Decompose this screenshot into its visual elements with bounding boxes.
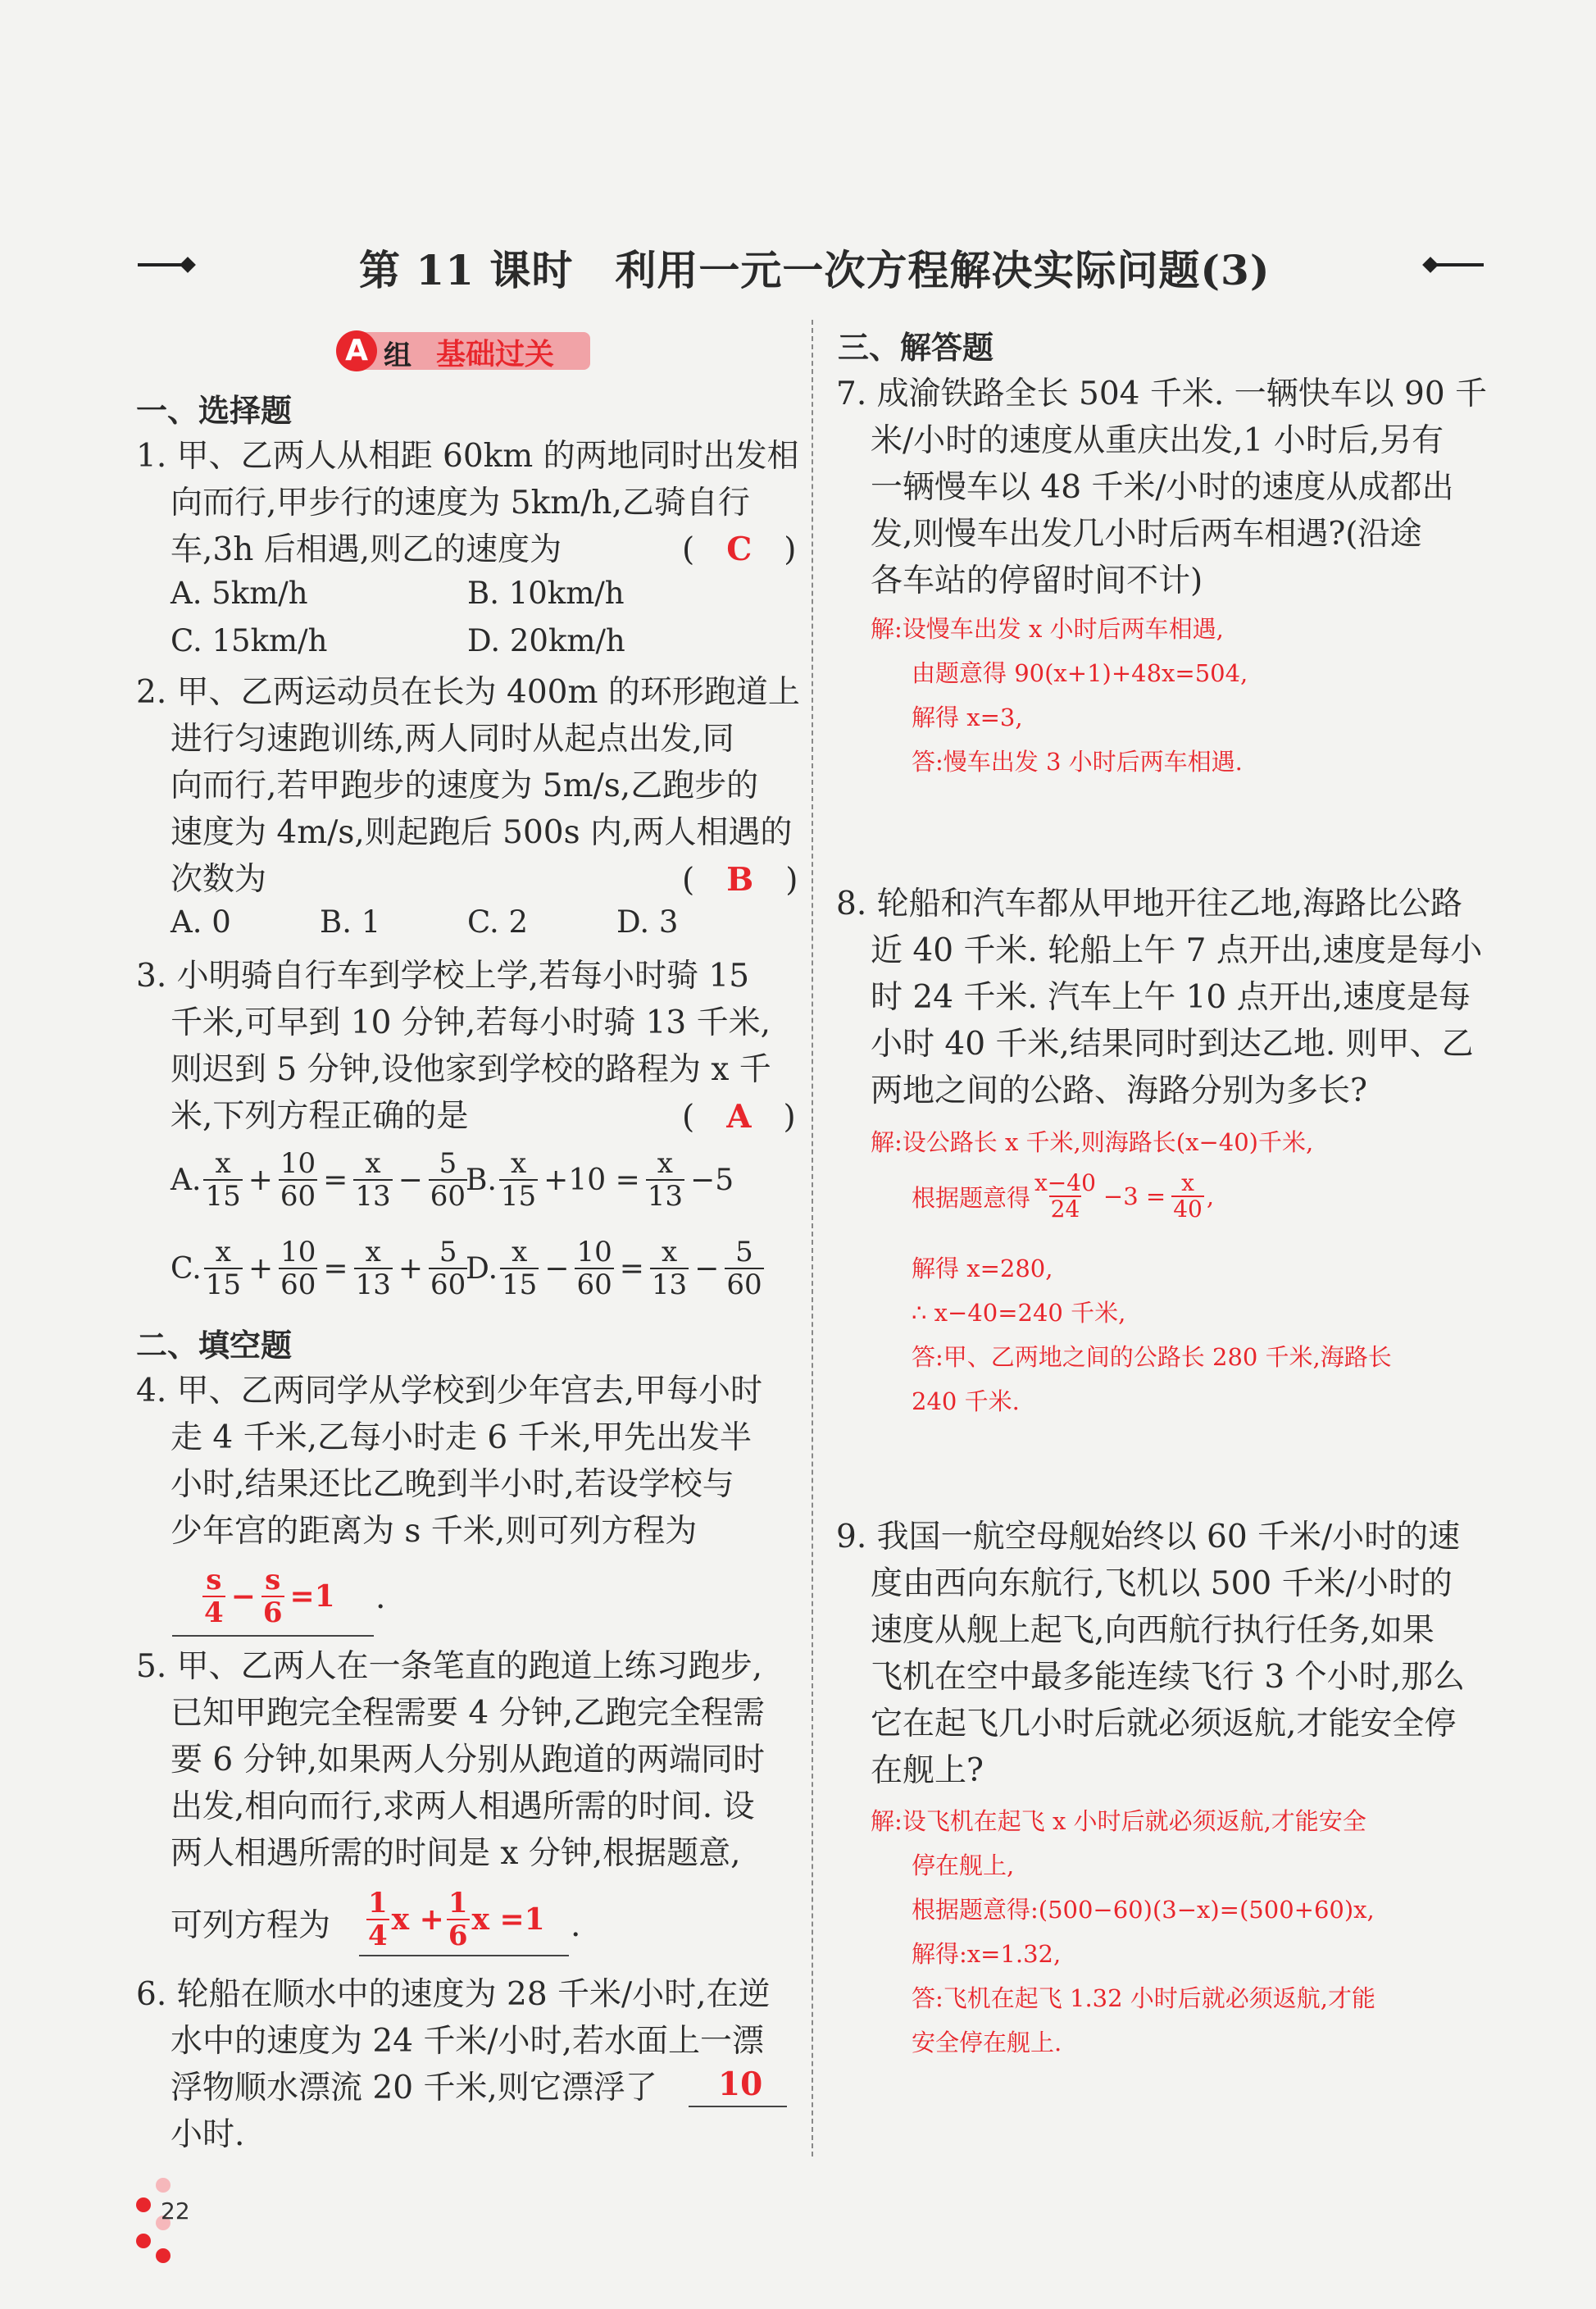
operator: − [230, 1579, 256, 1614]
q5-line: 5. 甲、乙两人在一条笔直的跑道上练习跑步, [136, 1648, 763, 1685]
q9-solution-line: 停在舰上, [912, 1851, 1015, 1879]
q7-line: 各车站的停留时间不计) [871, 562, 1203, 599]
q7-line: 一辆慢车以 48 千米/小时的速度从成都出 [871, 469, 1454, 506]
frac-den: 60 [726, 1268, 762, 1301]
q1-option-a: A. 5km/h [171, 576, 308, 611]
frac-den: 6 [262, 1596, 283, 1629]
q8-line: 小时 40 千米,结果同时到达乙地. 则甲、乙 [871, 1026, 1474, 1063]
q2-option-c: C. 2 [467, 904, 529, 940]
frac-den: 60 [280, 1180, 316, 1213]
frac-den: 60 [430, 1268, 466, 1301]
section-heading-choice: 一、选择题 [136, 393, 293, 429]
q5-answer [364, 1888, 545, 1951]
q1-line: 1. 甲、乙两人从相距 60km 的两地同时出发相 [136, 438, 799, 475]
frac-den: 4 [368, 1920, 388, 1952]
frac-num: 10 [576, 1236, 612, 1268]
question-7 [836, 371, 1487, 604]
q9-line: 速度从舰上起飞,向西航行执行任务,如果 [871, 1612, 1435, 1649]
decor-dot [156, 2248, 171, 2263]
q9-solution [871, 1799, 1375, 2065]
q7-line: 7. 成渝铁路全长 504 千米. 一辆快车以 90 千 [836, 376, 1488, 412]
title-ornament-left-line [138, 263, 182, 266]
operator: + [398, 1251, 424, 1286]
q9-line: 度由西向东航行,飞机以 500 千米/小时的 [871, 1565, 1453, 1602]
frac-num: x [215, 1236, 231, 1268]
q8-line: 两地之间的公路、海路分别为多长? [871, 1073, 1367, 1109]
operator: +10 = [543, 1163, 640, 1197]
q6-line: 6. 轮船在顺水中的速度为 28 千米/小时,在逆 [136, 1976, 771, 2013]
q6-line: 浮物顺水漂流 20 千米,则它漂浮了 [171, 2070, 657, 2106]
q5-period: . [571, 1907, 581, 1944]
frac-den: 13 [647, 1180, 684, 1213]
q2-option-d: D. 3 [616, 904, 679, 940]
q6-line: 水中的速度为 24 千米/小时,若水面上一漂 [171, 2023, 764, 2060]
page-title: 第 11 课时 利用一元一次方程解决实际问题(3) [359, 246, 1271, 294]
operator: = [323, 1251, 348, 1286]
frac-num: s [265, 1564, 281, 1596]
q3-option-b [466, 1148, 737, 1212]
q7-solution [871, 607, 1248, 784]
q8-solution-line: 解:设公路长 x 千米,则海路长(x−40)千米, [871, 1128, 1314, 1156]
q1-option-b: B. 10km/h [467, 576, 625, 611]
frac-den: 15 [205, 1180, 241, 1213]
frac-den: 15 [205, 1268, 241, 1301]
frac-den: 60 [576, 1268, 612, 1301]
q1-option-c: C. 15km/h [171, 623, 328, 658]
frac-den: 24 [1050, 1195, 1080, 1223]
q3-option-a [171, 1148, 470, 1212]
q7-line: 发,则慢车出发几小时后两车相遇?(沿途 [871, 516, 1422, 553]
frac-num: x [510, 1147, 527, 1180]
q7-solution-line: 答:慢车出发 3 小时后两车相遇. [912, 748, 1243, 776]
q4-line: 小时,结果还比乙晚到半小时,若设学校与 [171, 1466, 734, 1503]
operator: = [323, 1163, 348, 1197]
q4-line: 4. 甲、乙两同学从学校到少年宫去,甲每小时 [136, 1373, 763, 1410]
operator: −3 = [1103, 1182, 1166, 1210]
frac-den: 13 [651, 1268, 688, 1301]
q8-line: 时 24 千米. 汽车上午 10 点开出,速度是每 [871, 979, 1471, 1016]
q7-line: 米/小时的速度从重庆出发,1 小时后,另有 [871, 422, 1444, 459]
q8-solution-equation [912, 1171, 1214, 1222]
equation-prefix: 根据题意得 [912, 1183, 1031, 1212]
q3-answer: A [726, 1098, 752, 1136]
frac-num: 5 [735, 1236, 753, 1268]
frac-den: 40 [1173, 1195, 1203, 1223]
question-4 [136, 1368, 762, 1555]
q6-answer-blank [689, 2106, 787, 2107]
q9-solution-line: 安全停在舰上. [912, 2029, 1062, 2056]
q1-answer-bracket: ( C ) [682, 531, 797, 568]
q2-line: 2. 甲、乙两运动员在长为 400m 的环形跑道上 [136, 674, 800, 711]
q2-line: 进行匀速跑训练,两人同时从起点出发,同 [171, 721, 734, 758]
q8-solution-line: 解得 x=280, [912, 1255, 1053, 1282]
frac-den: 60 [280, 1268, 316, 1301]
q9-solution-line: 解:设飞机在起飞 x 小时后就必须返航,才能安全 [871, 1807, 1366, 1835]
q5-line: 要 6 分钟,如果两人分别从跑道的两端同时 [171, 1742, 766, 1778]
frac-num: x [512, 1236, 528, 1268]
frac-den: 6 [448, 1920, 468, 1952]
frac-num: x [365, 1236, 381, 1268]
frac-num: x [215, 1147, 231, 1180]
decor-dot [136, 2197, 151, 2212]
q7-solution-line: 由题意得 90(x+1)+48x=504, [912, 659, 1248, 687]
frac-den: 13 [355, 1268, 391, 1301]
group-badge-zu: 组 [384, 339, 412, 372]
q6-answer: 10 [718, 2065, 763, 2103]
q8-solution-line: ∴ x−40=240 千米, [912, 1299, 1126, 1327]
q1-option-d: D. 20km/h [467, 623, 625, 658]
decor-dot [156, 2178, 171, 2193]
group-badge-label: 基础过关 [436, 337, 555, 371]
q4-answer-blank [172, 1635, 374, 1637]
q2-option-a: A. 0 [171, 904, 231, 940]
q3-line: 米,下列方程正确的是 [171, 1098, 469, 1135]
option-letter: B. [466, 1163, 497, 1197]
q2-line: 次数为 [171, 861, 267, 898]
frac-den: 13 [355, 1180, 391, 1213]
q5-line: 已知甲跑完全程需要 4 分钟,乙跑完全程需 [171, 1695, 766, 1732]
q5-line: 两人相遇所需的时间是 x 分钟,根据题意, [171, 1835, 741, 1872]
q5-line: 出发,相向而行,求两人相遇所需的时间. 设 [171, 1788, 755, 1825]
section-heading-solve: 三、解答题 [838, 330, 994, 366]
term: x =1 [471, 1902, 545, 1937]
q9-line: 9. 我国一航空母舰始终以 60 千米/小时的速 [836, 1519, 1461, 1555]
q4-line: 少年宫的距离为 s 千米,则可列方程为 [171, 1513, 698, 1550]
q1-line: 车,3h 后相遇,则乙的速度为 [171, 531, 562, 568]
operator: =1 [289, 1579, 335, 1614]
frac-den: 15 [500, 1180, 537, 1213]
frac-den: 60 [430, 1180, 466, 1213]
operator: − [398, 1163, 423, 1197]
q3-answer-bracket: ( A ) [682, 1098, 796, 1136]
q9-solution-line: 解得:x=1.32, [912, 1940, 1062, 1968]
q3-option-c [171, 1236, 470, 1300]
q9-line: 它在起飞几小时后就必须返航,才能安全停 [871, 1706, 1457, 1742]
frac-num: x [657, 1147, 673, 1180]
q3-line: 3. 小明骑自行车到学校上学,若每小时骑 15 [136, 958, 750, 995]
operator: − [694, 1251, 720, 1286]
question-6 [136, 1971, 771, 2158]
frac-num: s [206, 1564, 222, 1596]
q8-line: 近 40 千米. 轮船上午 7 点开出,速度是每小 [871, 932, 1483, 969]
question-8 [836, 881, 1482, 1114]
frac-num: x [365, 1147, 381, 1180]
group-badge-letter: A [336, 330, 377, 371]
q8-line: 8. 轮船和汽车都从甲地开往乙地,海路比公路 [836, 886, 1463, 922]
column-divider [812, 320, 813, 2156]
frac-num: 1 [448, 1887, 468, 1920]
q8-solution-line: 答:甲、乙两地之间的公路长 280 千米,海路长 [912, 1343, 1392, 1371]
frac-num: 5 [439, 1236, 457, 1268]
frac-num: 10 [280, 1147, 316, 1180]
question-5 [136, 1643, 765, 1877]
operator: −5 [690, 1163, 734, 1197]
q4-line: 走 4 千米,乙每小时走 6 千米,甲先出发半 [171, 1419, 753, 1456]
q7-solution-line: 解得 x=3, [912, 704, 1023, 731]
frac-den: 15 [502, 1268, 538, 1301]
frac-num: x [661, 1236, 678, 1268]
q6-line: 小时. [171, 2116, 245, 2153]
frac-num: x−40 [1034, 1169, 1096, 1196]
operator: + [248, 1251, 274, 1286]
frac-num: 10 [280, 1236, 316, 1268]
q2-line: 向而行,若甲跑步的速度为 5m/s,乙跑步的 [171, 767, 759, 804]
frac-num: 1 [368, 1887, 388, 1920]
question-9 [836, 1514, 1465, 1794]
title-ornament-right-line [1436, 263, 1484, 266]
frac-num: 5 [439, 1147, 457, 1180]
q3-option-d [466, 1236, 766, 1300]
decor-dot [136, 2234, 151, 2248]
q2-line: 速度为 4m/s,则起跑后 500s 内,两人相遇的 [171, 814, 793, 851]
q5-answer-blank [359, 1955, 569, 1956]
operator: + [248, 1163, 273, 1197]
q5-prefix: 可列方程为 [171, 1907, 331, 1944]
section-heading-fill: 二、填空题 [136, 1328, 293, 1364]
q8-solution [912, 1246, 1392, 1423]
q9-solution-line: 根据题意得:(500−60)(3−x)=(500+60)x, [912, 1896, 1375, 1924]
q3-line: 则迟到 5 分钟,设他家到学校的路程为 x 千 [171, 1051, 771, 1088]
frac-num: x [1181, 1169, 1194, 1196]
page-number: 22 [161, 2197, 190, 2225]
q9-line: 飞机在空中最多能连续飞行 3 个小时,那么 [871, 1659, 1466, 1696]
q3-line: 千米,可早到 10 分钟,若每小时骑 13 千米, [171, 1004, 771, 1041]
operator: , [1206, 1182, 1215, 1210]
q8-solution-line: 240 千米. [912, 1387, 1020, 1415]
q1-line: 向而行,甲步行的速度为 5km/h,乙骑自行 [171, 485, 750, 521]
q2-answer-bracket: ( B ) [682, 861, 798, 899]
q4-period: . [375, 1579, 386, 1616]
q4-answer [200, 1564, 339, 1628]
q2-answer: B [726, 861, 754, 899]
q2-option-b: B. 1 [320, 904, 381, 940]
term: x + [391, 1902, 444, 1937]
operator: − [544, 1251, 570, 1286]
question-3 [136, 953, 771, 1140]
q7-solution-line: 解:设慢车出发 x 小时后两车相遇, [871, 615, 1224, 643]
q1-answer: C [726, 531, 753, 568]
title-ornament-left-diamond [180, 257, 196, 273]
frac-den: 4 [204, 1596, 224, 1629]
q9-solution-line: 答:飞机在起飞 1.32 小时后就必须返航,才能 [912, 1984, 1375, 2012]
operator: = [619, 1251, 644, 1286]
q9-line: 在舰上? [871, 1752, 984, 1789]
option-letter: C. [171, 1251, 202, 1286]
option-letter: A. [171, 1163, 202, 1197]
option-letter: D. [466, 1251, 498, 1286]
